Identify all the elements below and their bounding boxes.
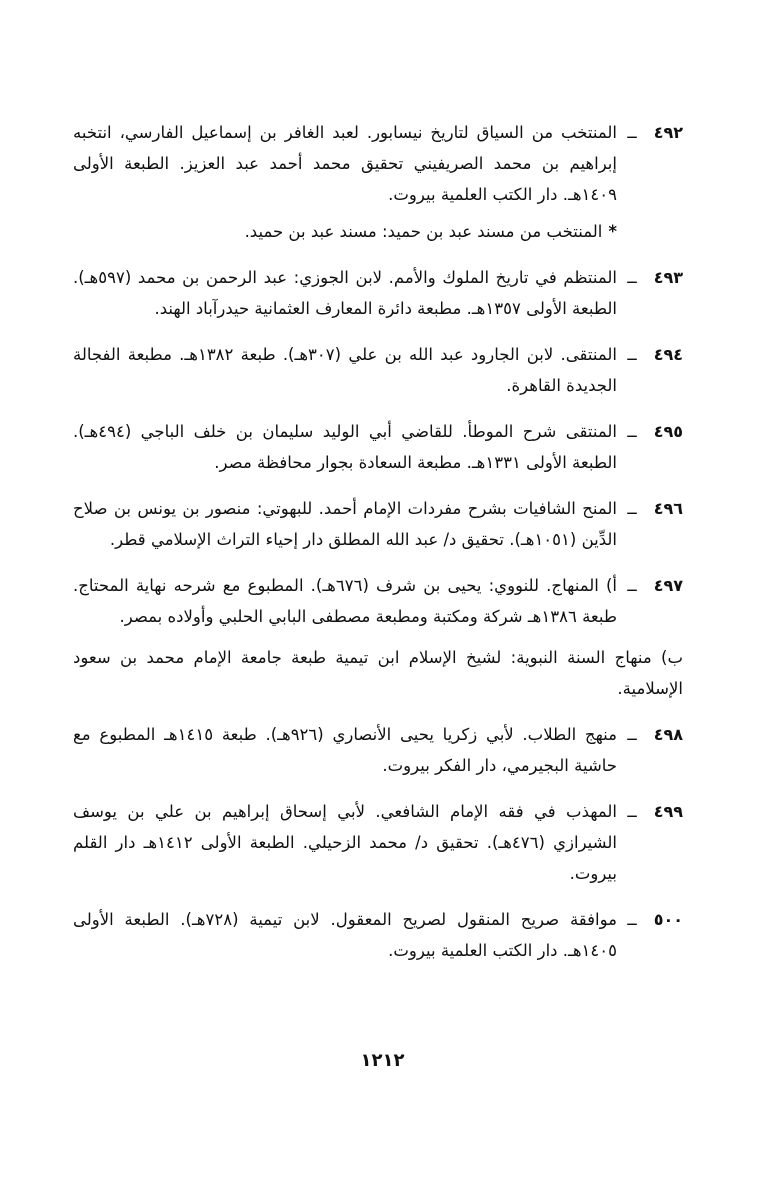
bibliography-entry-495 — [73, 416, 683, 478]
entry-text: المهذب في فقه الإمام الشافعي. لأبي إسحاق إبراهيم بن علي بن يوسف الشيرازي (٤٧٦هـ). تحقيق د/ محمد الزحيلي. الطبعة الأولى ١٤١٢هـ دار القلم بيروت. — [73, 802, 617, 883]
entry-body — [73, 904, 617, 966]
bibliography-entry-499 — [73, 796, 683, 889]
entry-number: ٤٩٨ — [653, 725, 683, 744]
entry-number: ٤٩٤ — [653, 345, 683, 364]
entry-number: ٤٩٣ — [653, 268, 683, 287]
entry-dash: ــ — [627, 123, 637, 142]
entry-text: المنتقى. لابن الجارود عبد الله بن علي (٣٠٧هـ). طبعة ١٣٨٢هـ. مطبعة الفجالة الجديدة القاهرة. — [73, 345, 618, 395]
entry-text: موافقة صريح المنقول لصريح المعقول. لابن تيمية (٧٢٨هـ). الطبعة الأولى ١٤٠٥هـ. دار الكتب العلمية بيروت. — [73, 910, 617, 960]
entry-text: المنح الشافيات بشرح مفردات الإمام أحمد. للبهوتي: منصور بن يونس بن صلاح الدِّين (١٠٥١هـ). تحقيق د/ عبد الله المطلق دار إحياء التراث الإسلامي قطر. — [73, 499, 617, 549]
cross-reference-text: المنتخب من مسند عبد بن حميد: مسند عبد بن حميد. — [244, 222, 603, 241]
entry-body — [73, 262, 617, 324]
entry-body — [73, 416, 617, 478]
entry-cross-reference — [73, 216, 617, 247]
entry-text: منهج الطلاب. لأبي زكريا يحيى الأنصاري (٩٢٦هـ). طبعة ١٤١٥هـ المطبوع مع حاشية البجيرمي، دار الفكر بيروت. — [73, 725, 617, 775]
entry-dash: ــ — [627, 499, 637, 518]
entry-dash: ــ — [627, 576, 637, 595]
bibliography-list — [73, 117, 683, 981]
bibliography-entry-497 — [73, 570, 683, 632]
entry-text: المنتخب من السياق لتاريخ نيسابور. لعبد الغافر بن إسماعيل الفارسي، انتخبه إبراهيم بن محمد الصريفيني تحقيق محمد أحمد عبد العزيز. الطبعة الأولى ١٤٠٩هـ. دار الكتب العلمية بيروت. — [73, 123, 617, 204]
entry-body — [73, 719, 617, 781]
entry-number: ٤٩٧ — [653, 576, 683, 595]
entry-number: ٤٩٢ — [653, 123, 683, 142]
entry-number: ٥٠٠ — [653, 910, 683, 929]
entry-number: ٤٩٥ — [653, 422, 683, 441]
entry-497-subitem-b: ب) منهاج السنة النبوية: لشيخ الإسلام ابن تيمية طبعة جامعة الإمام محمد بن سعود الإسلامية. — [73, 648, 683, 698]
page-number: ١٢١٢ — [360, 1050, 405, 1071]
entry-body — [73, 796, 617, 889]
bibliography-entry-496 — [73, 493, 683, 555]
entry-body — [73, 493, 617, 555]
entry-body — [73, 117, 617, 247]
entry-body — [73, 570, 617, 632]
entry-text: أ) المنهاج. للنووي: يحيى بن شرف (٦٧٦هـ). المطبوع مع شرحه نهاية المحتاج. طبعة ١٣٨٦هـ شركة ومكتبة ومطبعة مصطفى البابي الحلبي وأولاده بمصر. — [73, 576, 617, 626]
entry-dash: ــ — [627, 910, 637, 929]
entry-dash: ــ — [627, 802, 637, 821]
bibliography-entry-500 — [73, 904, 683, 966]
entry-dash: ــ — [627, 725, 637, 744]
entry-number: ٤٩٩ — [653, 802, 683, 821]
entry-body — [73, 339, 617, 401]
bibliography-entry-492 — [73, 117, 683, 247]
entry-text: المنتقى شرح الموطأ. للقاضي أبي الوليد سليمان بن خلف الباجي (٤٩٤هـ). الطبعة الأولى ١٣٣١هـ. مطبعة السعادة بجوار محافظة مصر. — [73, 422, 617, 472]
bibliography-entry-494 — [73, 339, 683, 401]
entry-dash: ــ — [627, 422, 637, 441]
bibliography-entry-498 — [73, 719, 683, 781]
entry-text: المنتظم في تاريخ الملوك والأمم. لابن الجوزي: عبد الرحمن بن محمد (٥٩٧هـ). الطبعة الأولى ١٣٥٧هـ. مطبعة دائرة المعارف العثمانية حيدرآباد الهند. — [73, 268, 617, 318]
asterisk-mark: * — [608, 222, 617, 241]
bibliography-entry-493 — [73, 262, 683, 324]
entry-number: ٤٩٦ — [653, 499, 683, 518]
entry-dash: ــ — [627, 268, 637, 287]
entry-dash: ــ — [627, 345, 637, 364]
